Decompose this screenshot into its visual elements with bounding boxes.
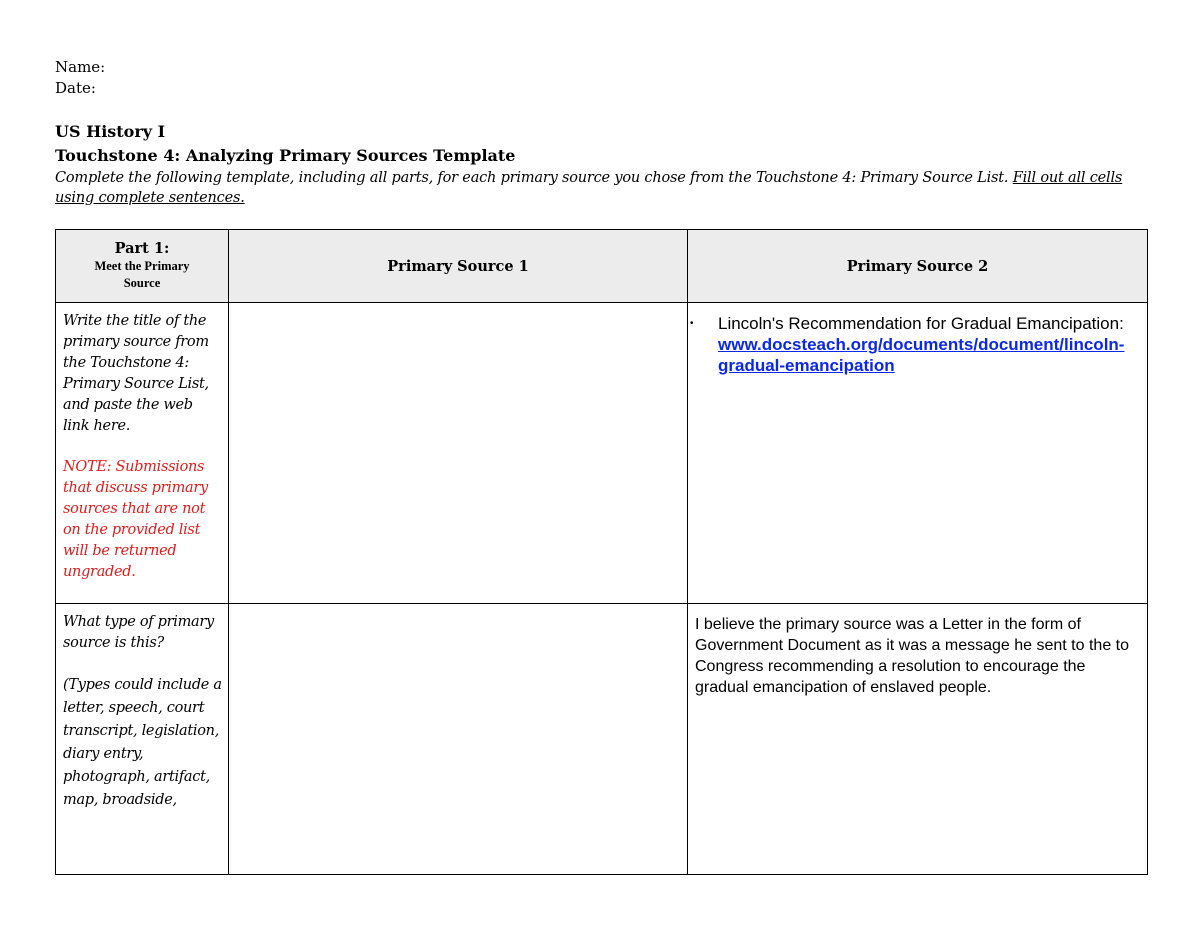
course-title: US History I <box>55 122 166 141</box>
primary-source-table <box>55 229 1148 875</box>
table-header-row <box>56 230 1148 303</box>
source2-title-text: Lincoln's Recommendation for Gradual Emancipation: <box>718 314 1124 333</box>
instructions-text: Complete the following template, including all parts, for each primary source you chose from the Touchstone 4: Primary Source List. <box>55 170 1013 186</box>
part-header-line1: Part 1: <box>114 240 170 257</box>
source1-title-cell[interactable] <box>229 303 688 604</box>
source2-title-cell[interactable] <box>688 303 1148 604</box>
type-question: What type of primary source is this? <box>63 614 214 651</box>
name-date-block <box>55 57 105 99</box>
bullet-icon: • <box>690 318 694 329</box>
name-label: Name: <box>55 58 106 76</box>
primary-source-2-header: Primary Source 2 <box>688 230 1148 303</box>
source2-type-text: I believe the primary source was a Letter in the form of Government Document as it was a message he sent to the to Congress recommending a resolution to encourage the gradual emancipation of enslaved people. <box>695 616 1129 696</box>
primary-source-1-header: Primary Source 1 <box>229 230 688 303</box>
part-header-line2: Meet the Primary <box>94 259 190 273</box>
submission-note: NOTE: Submissions that discuss primary sources that are not on the provided list will be returned ungraded. <box>63 459 208 580</box>
source2-type-cell[interactable] <box>688 604 1148 875</box>
source1-type-cell[interactable] <box>229 604 688 875</box>
type-question-cell <box>56 604 229 875</box>
title-question: Write the title of the primary source from the Touchstone 4: Primary Source List, and paste the web link here. <box>63 313 209 434</box>
types-note: (Types could include a letter, speech, court transcript, legislation, diary entry, photograph, artifact, map, broadside, <box>63 677 222 808</box>
table-row <box>56 604 1148 875</box>
date-label: Date: <box>55 79 96 97</box>
document-title: Touchstone 4: Analyzing Primary Sources Template <box>55 146 516 165</box>
instructions-underlined: Fill out all cells using complete sentences. <box>55 170 1123 206</box>
source2-web-link[interactable]: www.docsteach.org/documents/document/lincoln-gradual-emancipation <box>718 335 1125 375</box>
title-question-cell <box>56 303 229 604</box>
part-header-line3: Source <box>123 276 161 290</box>
table-row <box>56 303 1148 604</box>
instructions <box>55 168 1135 208</box>
part-header-cell <box>56 230 229 303</box>
